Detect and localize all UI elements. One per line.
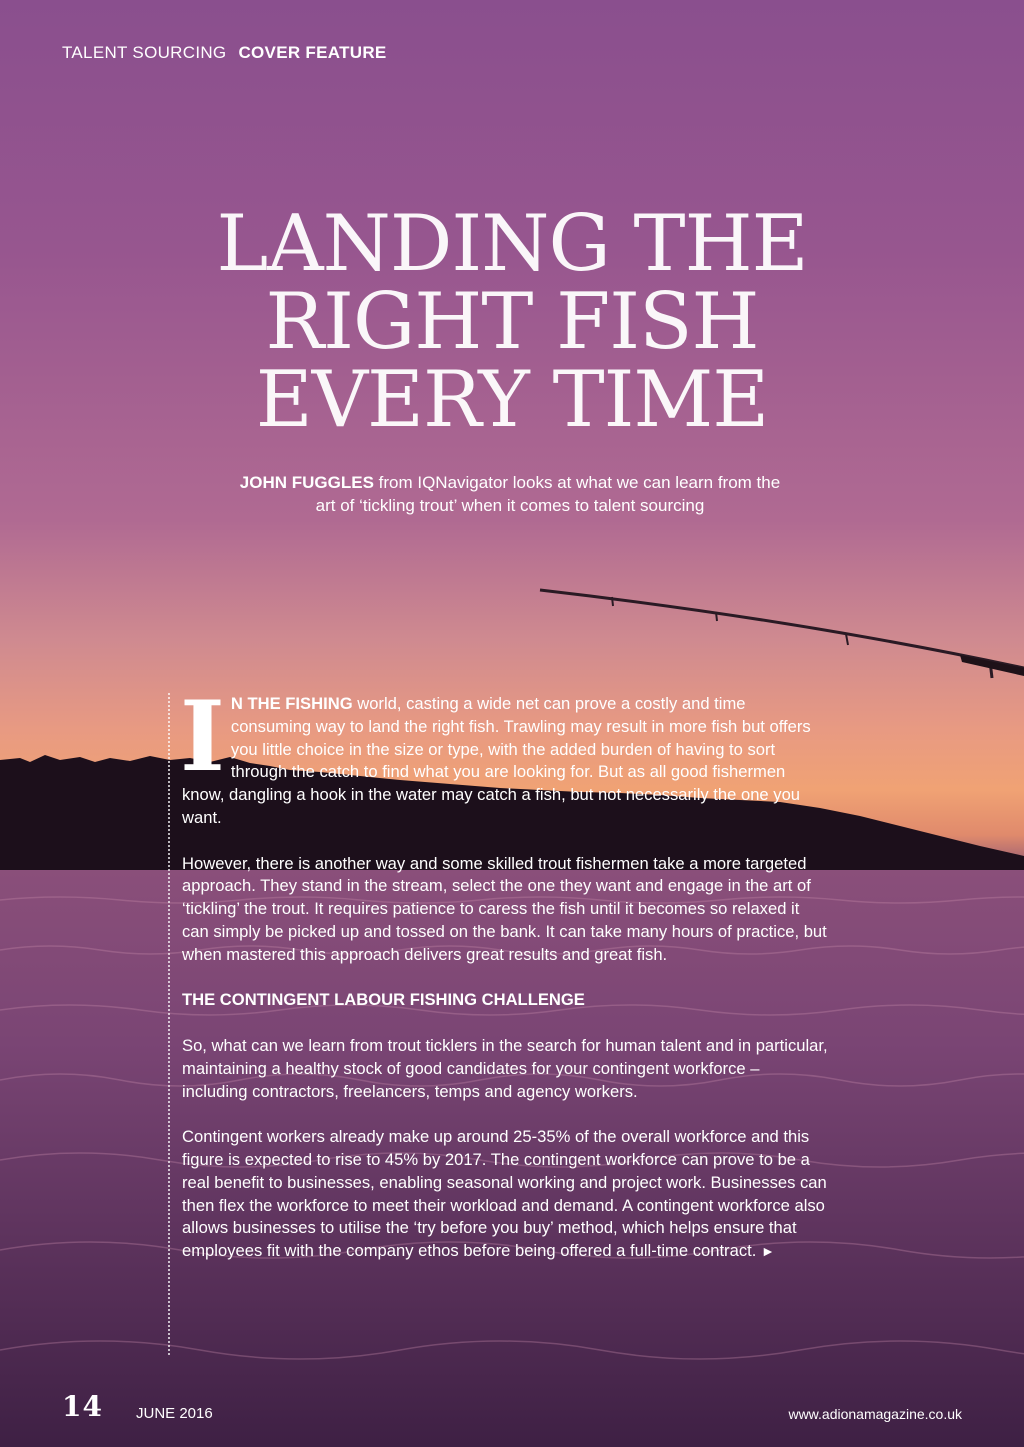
paragraph-2: However, there is another way and some skilled trout fishermen take a more targeted approach. They stand in the stream, select the one they want and engage in the art of ‘tickling’ the trout. It requires patience to caress the fish until it becomes so relaxed it can simply be picked up and tossed on the bank. It can take many hours of practice, but when mastered this approach delivers great results and great fish. xyxy=(182,853,827,964)
article-title xyxy=(0,199,1024,445)
drop-cap: I xyxy=(180,680,225,793)
standfirst-line-2: art of ‘tickling trout’ when it comes to talent sourcing xyxy=(315,496,705,515)
section-subheading: THE CONTINGENT LABOUR FISHING CHALLENGE xyxy=(182,990,585,1010)
paragraph-4-text: Contingent workers already make up around 25-35% of the overall workforce and this figure is expected to rise to 45% by 2017. The contingent workforce can prove to be a real benefit to businesses, enabling seasonal working and project work. Businesses can then flex the workforce to meet their workload and demand. A contingent workforce also allows businesses to utilise the ‘try before you buy’ method, which helps ensure that employees fit with the company ethos before being offered a full-time contract. xyxy=(182,1127,827,1261)
magazine-url[interactable]: www.adionamagazine.co.uk xyxy=(788,1406,962,1422)
title-line-1: LANDING THE xyxy=(216,199,808,289)
title-line-3: EVERY TIME xyxy=(255,355,769,445)
feature-label: COVER FEATURE xyxy=(238,43,387,62)
article-body xyxy=(180,680,828,1286)
title-line-2: RIGHT FISH xyxy=(265,277,759,367)
page-number: 14 xyxy=(62,1390,103,1423)
lead-in: N THE FISHING xyxy=(230,694,353,713)
standfirst-line-1: from IQNavigator looks at what we can learn from the xyxy=(373,473,781,492)
article-body-column xyxy=(168,680,830,1355)
paragraph-4 xyxy=(182,1126,828,1263)
continue-arrow-icon: ► xyxy=(760,1243,775,1260)
paragraph-1-text: world, casting a wide net can prove a costly and time consuming way to land the right fish. Trawling may result in more fish but offers you little choice in the size or type, with the added burden of having to sort through the catch to find what you are looking for. But as all good fishermen know, dangling a hook in the water may catch a fish, but not necessarily the one you want. xyxy=(182,694,811,827)
paragraph-1 xyxy=(180,680,828,830)
article-standfirst xyxy=(180,471,840,517)
paragraph-3: So, what can we learn from trout ticklers in the search for human talent and in particular, maintaining a healthy stock of good candidates for your contingent workforce – including contractors, freelancers, temps and agency workers. xyxy=(182,1035,828,1101)
section-label: TALENT SOURCING xyxy=(62,43,227,62)
author-name: JOHN FUGGLES xyxy=(239,473,374,492)
section-header xyxy=(62,43,387,63)
issue-date: JUNE 2016 xyxy=(136,1405,213,1422)
